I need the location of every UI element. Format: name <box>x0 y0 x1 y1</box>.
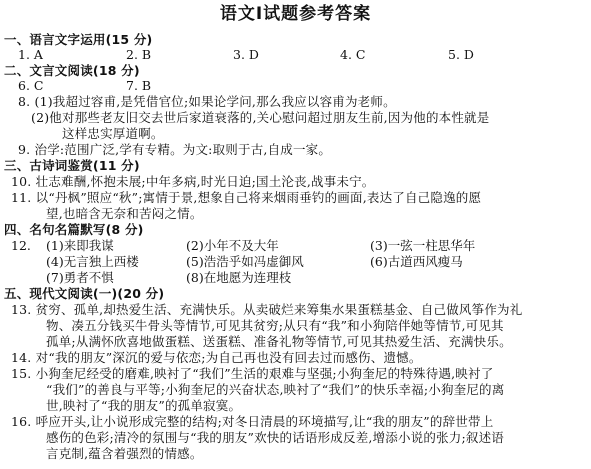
section-heading-recitation: 四、名句名篇默写(8 分) <box>4 222 144 237</box>
answer-7: 7. B <box>126 78 152 93</box>
answer-16-cont1: 感伤的色彩;清冷的氛围与“我的朋友”欢快的话语形成反差,增添小说的张力;叙述语 <box>46 430 504 445</box>
answer-2: 2. B <box>126 47 152 62</box>
answer-16: 16. 呼应开头,让小说形成完整的结构;对冬日清晨的环境描写,让“我的朋友”的辞世带上 <box>11 414 494 429</box>
recitation-item-1: (1)来即我谋 <box>46 238 114 253</box>
answer-3: 3. D <box>233 47 259 62</box>
recitation-item-5: (5)浩浩乎如冯虚御风 <box>186 254 304 269</box>
answer-8-part2: (2)他对那些老友旧交去世后家道衰落的,关心慰问超过朋友生前,因为他的本性就是 <box>31 110 490 125</box>
answer-5: 5. D <box>448 47 474 62</box>
recitation-item-4: (4)无言独上西楼 <box>46 254 139 269</box>
answer-16-cont2: 言克制,蕴含着强烈的情感。 <box>46 446 203 461</box>
answer-8-part2-cont: 这样忠实厚道啊。 <box>62 126 164 141</box>
answer-15: 15. 小狗奎尼经受的磨难,映衬了“我们”生活的艰难与坚强;小狗奎尼的特殊待遇,映衬了 <box>11 366 494 381</box>
recitation-item-8: (8)在地愿为连理枝 <box>186 270 292 285</box>
section-heading-language-use: 一、语言文字运用(15 分) <box>4 32 153 47</box>
answer-8-part1: 8. (1)我超过容甫,是凭借官位;如果论学问,那么我应以容甫为老师。 <box>18 94 396 109</box>
answer-10: 10. 壮志难酬,怀抱未展;中年多病,时光日迫;国土沦丧,战事未宁。 <box>11 174 375 189</box>
section-heading-modern-reading: 五、现代文阅读(一)(20 分) <box>4 286 165 301</box>
recitation-item-6: (6)古道西风瘦马 <box>370 254 463 269</box>
recitation-item-7: (7)勇者不惧 <box>46 270 114 285</box>
answer-15-cont1: “我们”的善良与平等;小狗奎尼的兴奋状态,映衬了“我们”的快乐幸福;小狗奎尼的离 <box>46 382 505 397</box>
answer-15-cont2: 世,映衬了“我的朋友”的孤单寂寞。 <box>46 398 242 413</box>
section-heading-poetry: 三、古诗词鉴赏(11 分) <box>4 158 140 173</box>
answer-13-cont2: 孤单;从满怀欣喜地做蛋糕、送蛋糕、准备礼物等情节,可见其热爱生活、充满快乐。 <box>46 334 512 349</box>
answer-6: 6. C <box>18 78 44 93</box>
recitation-item-2: (2)小年不及大年 <box>186 238 279 253</box>
recitation-item-3: (3)一弦一柱思华年 <box>370 238 476 253</box>
answer-13-cont1: 物、凑五分钱买牛骨头等情节,可见其贫穷;从只有“我”和小狗陪伴她等情节,可见其 <box>46 318 504 333</box>
answer-11-cont: 望,也暗含无奈和苦闷之情。 <box>46 206 203 221</box>
answer-11: 11. 以“丹枫”照应“秋”;寓情于景,想象自己将来烟雨垂钓的画面,表达了自己隐逸的愿 <box>11 190 482 205</box>
answer-9: 9. 治学:范围广泛,学有专精。为文:取则于古,自成一家。 <box>18 142 332 157</box>
answer-12-number: 12. <box>11 238 31 253</box>
answer-13: 13. 贫穷、孤单,却热爱生活、充满快乐。从卖破烂来筹集水果蛋糕基金、自己做风筝作为礼 <box>11 302 523 317</box>
answer-4: 4. C <box>340 47 366 62</box>
answer-14: 14. 对“我的朋友”深沉的爱与依恋;为自己再也没有回去过而感伤、遗憾。 <box>11 350 422 365</box>
page-title: 语文Ⅰ试题参考答案 <box>219 4 372 24</box>
answer-1: 1. A <box>18 47 43 62</box>
section-heading-classical-reading: 二、文言文阅读(18 分) <box>4 63 140 78</box>
